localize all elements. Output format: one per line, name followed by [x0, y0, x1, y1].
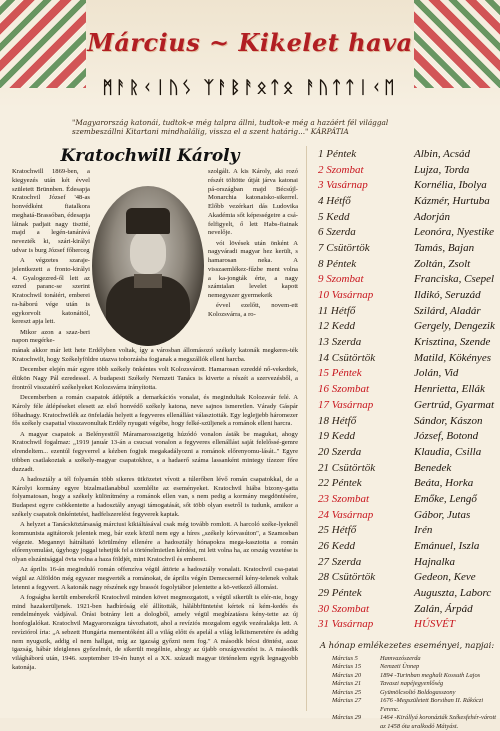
calendar-nameday: Henrietta, Ellák — [414, 383, 485, 396]
events-title: A hónap emlékezetes eseményei, napjai: — [319, 641, 495, 651]
article-paragraph: Az április 16-án meginduló román offenzíva végül áttörte a hadosztály vonalait. Kratochvil csa-patai végül az Alföldön még egyszer megverték a románokat, de április végén Demecsernél kény-telenek voltak letenni a fegyvert. A katonák nagy részének egy brassói fogolytábor jelentette a kö-vetkező állomást. — [12, 566, 298, 591]
event-row — [332, 680, 496, 688]
calendar-nameday: Klaudia, Csilla — [414, 445, 482, 458]
event-text: Nemzeti Ünnep — [380, 663, 420, 671]
calendar-row — [318, 381, 496, 397]
article-paragraph: Kratochwill 1869-ben, a kiegyezés után két évvel született Brünnben. Édesapja Kratochvil József '48-as honvédként fiatalkora meghatá-Brassóban, édesapja láinak padjait nagy tisztté, majd a legén-tanárává nevezték ki, szári-királyi udvar is burg József főherceg — [12, 168, 90, 254]
calendar-row — [318, 428, 496, 444]
calendar-nameday: Kornélia, Ibolya — [414, 179, 487, 192]
calendar-day: 19 Kedd — [318, 430, 355, 443]
article-right-column — [208, 168, 298, 321]
calendar-row — [318, 444, 496, 460]
article-left-column — [12, 168, 90, 347]
column-divider — [306, 146, 307, 711]
calendar-nameday: Irén — [414, 524, 433, 537]
calendar-row — [318, 475, 496, 491]
calendar-row — [318, 240, 496, 256]
calendar-row — [318, 491, 496, 507]
event-text: 1894 -Turinban meghalt Kossuth Lajos — [380, 671, 481, 679]
calendar-day: 27 Szerda — [318, 555, 362, 568]
article-body — [12, 168, 298, 674]
article-paragraph: December elején már egyre több székely önkéntes volt Kolozsvárott. Hamarosan ezreddé nő-vekedtek, élükön Nagy Pál ezredessel. A budapesti Székely Nemzeti Tanács is kiverte a részét a szervezésből, a frontról visszatérő székelyeket Kolozsvárra irányította. — [12, 366, 298, 391]
calendar-row — [318, 303, 496, 319]
event-date: Március 5 — [332, 655, 358, 662]
calendar-day: 7 Csütörtök — [318, 241, 370, 254]
article-title: Kratochwill Károly — [60, 146, 240, 166]
article-paragraph: A fogságba került emberekről Kratochvil minden követ megmozgatott, s végül sikerült is elér-nie, hogy mind hazakerüljenek. 1921-ben hadbíróság elé állították, hálábbfüntetést kértek rá kém-kedés és rendelmények vádjával. Örási botrány lett a dologból, amely végül megbízatásra kény-tette az új honfoglalókat. Kratochvil Magyarországra távozhatott, ahol a revíziós mozgalom egyik vezéralakja lett. A revíziórol írta: „A sebzett Hungária mementóként áll a világ előtt és apelál a világ lelkiismeretére és addig nem nyugszik, addig el nem hallgat, míg az igazság győzni nem fog." A második bécsi döntést, azaz igazság, hábár ideiglenes győzelmét, de sikerült megélnie, ahogy az újabb országvesztést is. A második világháború után, 1946. szeptember 19-én hunyt el a XX. századi magyar történelem egyik legnagyobb katonája. — [12, 593, 298, 672]
calendar-day: 12 Kedd — [318, 320, 355, 333]
calendar-day: 1 Péntek — [318, 147, 357, 160]
calendar-row — [318, 334, 496, 350]
calendar-row — [318, 287, 496, 303]
article-paragraph: mának akkor már lett hete Erdélyben voltak, így a városban állomásozó székely katonák megkeres-ték Kratochwilt, hogy Székelyföldre utazva toborzásba fogjanak a megszállók elleni harcba. — [12, 347, 298, 364]
calendar-nameday: HÚSVÉT — [414, 618, 455, 631]
calendar-row — [318, 554, 496, 570]
calendar-day: 15 Péntek — [318, 367, 362, 380]
calendar-row — [318, 224, 496, 240]
article-paragraph: A hadosztály a tél folyamán több sikeres ütközetet vívott a túlerőben lévő román csapatokkal, de a Károlyi kormány egyre bizalmatlanabbul szemlélte az eseményeket. Kratochvil hiába bizony-gatta folyamatosan, hogy a székely különítmény a románok ellen van, s nem pedig a kormány megdöntésére, Budapest egyre csökkentette a hadosztály anyagi támogatását, sőt több olyan esetről is tudunk, amikor a székely csapatok önkéntetést, hadfelszerelést fegyverek kaptak. — [12, 475, 298, 518]
calendar-row — [318, 460, 496, 476]
event-row — [332, 697, 496, 714]
calendar-row — [318, 350, 496, 366]
calendar-day: 6 Szerda — [318, 226, 356, 239]
event-date: Március 20 — [332, 671, 362, 679]
calendar-day: 8 Péntek — [318, 257, 357, 270]
calendar-day: 9 Szombat — [318, 273, 364, 286]
calendar-day: 11 Hétfő — [318, 304, 356, 317]
calendar-nameday: Zoltán, Zsolt — [414, 257, 471, 270]
calendar-nameday: Krisztina, Szende — [414, 336, 491, 349]
calendar-list — [318, 146, 496, 632]
calendar-day: 21 Csütörtök — [318, 461, 376, 474]
calendar-row — [318, 413, 496, 429]
calendar-row — [318, 397, 496, 413]
event-text: Hamvazószerda — [380, 655, 421, 662]
calendar-row — [318, 507, 496, 523]
calendar-nameday: Lujza, Torda — [414, 163, 470, 176]
event-date: Március 15 — [332, 663, 362, 671]
calendar-nameday: Gergely, Dengezik — [414, 320, 495, 333]
article-paragraph: évvel ezelőtt, novem-ett Kolozsvárra, a ro- — [208, 302, 298, 319]
calendar-nameday: Augusztа, Laborc — [414, 587, 492, 600]
calendar-nameday: Hajnalka — [414, 555, 455, 568]
calendar-row — [318, 162, 496, 178]
calendar-row — [318, 570, 496, 586]
article-paragraph: A helyzet a Tanácsköztársaság márciusi kikiáltásával csak még tovább romlott. A harcoló széke-lyeknél kommunista agitátorok jelentek meg, bár ezek közül nem egy a híres „székely kórvasúton", a Szamosban végezte. Megannyi hátráltató körülmény ellenére a hadosztály hónapokra mega-kasztotta a román előrenyomulást, úgyhogy joggal tehetjük fel a történelmietlen kérdést, mi lett volna ha, az ország vezetése is olyan elszántsággal övta volna a haza földjét, mint Kratochvil és emberei. — [12, 520, 299, 564]
rovas-title: ᛗᚨᚱᚲᛁᚢᛊ ᛉᚨᛒᚨᛟᛏᛟ ᚨᚢᛏᛏᛁᚲᛖ — [102, 78, 398, 98]
article-paragraph: A magyar csapatok a Belényesttől Máramarosszigetig húzódó vonalon ásták be magukat, ahogy Kratochwil fogalmaz: „1919 január 13-án a csucsai vonalon a fegyveres ellenállást saját felelőssé-gemre elrendeltem... ezentúl fegyverrel a kézben fogjuk megakadályozni a románok előrenyomu-lását.." Egyre többen csatlakoztak a székely-magyar csapatokhoz, s a hadaerő száma lassanként mintegy tízezer főre duzzadt. — [12, 430, 298, 473]
event-row — [332, 663, 496, 671]
calendar-row — [318, 177, 496, 193]
calendar-nameday: Gertrúd, Gyarmat — [414, 398, 495, 411]
calendar-row — [318, 366, 496, 382]
calendar-nameday: Gedeon, Keve — [414, 571, 476, 584]
calendar-nameday: Sándor, Kászon — [414, 414, 483, 427]
calendar-day: 13 Szerda — [318, 336, 362, 349]
calendar-row — [318, 272, 496, 288]
event-text: 1464 -Királlyá koronázták Székesfehér-várott az 1458 óta uralkodó Mátyást. — [380, 714, 497, 730]
calendar-nameday: Benedek — [414, 461, 452, 474]
calendar-day: 10 Vasárnap — [318, 289, 374, 302]
calendar-row — [318, 209, 496, 225]
article-paragraph: Mikor azon a szaz-beri napon megérke- — [12, 328, 90, 345]
calendar-nameday: Emánuel, Iszla — [414, 540, 480, 553]
article-paragraph: A végzetes szaraje-jelentkezett a fronto-királyi 4. Gyalogezred-ől lett az ezred paranc-se szerint Kratochwil tonáiért, emberei ra-háború vége után is egykorvolt katonáitól, kereszt apja lett. — [12, 257, 90, 326]
calendar-day: 28 Csütörtök — [318, 571, 376, 584]
calendar-day: 18 Hétfő — [318, 414, 357, 427]
event-date: Március 29 — [332, 714, 362, 722]
calendar-day: 30 Szombat — [318, 602, 370, 615]
calendar-day: 5 Kedd — [318, 210, 350, 223]
event-text: Gyümölcsoltó Boldogasszony — [380, 688, 456, 696]
event-date: Március 27 — [332, 697, 362, 705]
calendar-nameday: Emőke, Lengő — [414, 492, 477, 505]
calendar-day: 25 Hétfő — [318, 524, 357, 537]
calendar-nameday: Leonóra, Nyestike — [414, 226, 495, 239]
calendar-nameday: Matild, Kökényes — [414, 351, 491, 364]
event-date: Március 21 — [332, 680, 362, 688]
calendar-day: 24 Vasárnap — [318, 508, 374, 521]
calendar-nameday: József, Botond — [414, 430, 479, 443]
calendar-row — [318, 256, 496, 272]
calendar-row — [318, 617, 496, 633]
page-title: Március ~ Kikelet hava — [87, 28, 413, 57]
calendar-nameday: Ildikó, Seruzád — [414, 289, 481, 302]
calendar-row — [318, 523, 496, 539]
calendar-nameday: Tamás, Bajan — [414, 241, 475, 254]
article-paragraph: Decemberben a román csapatok átlépték a demarkációs vonalat, és megindultak Kolozsvár felé. A Károly féle átlépéseket elesett az első honvédő székely katona, neve sajnos ismeretlen. Várady Gáspár főhadnagy. Kratochwilék az önfeladás helyett a fegyveres ellenállást választották. Egy leglejjebb háromezer fős székely csapattal visszavonultak Erdély nyugati végébe, hogy felké-szüljenek a románok elleni harcra. — [12, 394, 298, 428]
calendar-day: 14 Csütörtök — [318, 351, 376, 364]
calendar-day: 26 Kedd — [318, 540, 355, 553]
calendar-row — [318, 319, 496, 335]
calendar-day: 31 Vasárnap — [318, 618, 374, 631]
calendar-day: 29 Péntek — [318, 587, 362, 600]
calendar-nameday: Adorján — [414, 210, 451, 223]
event-text: 1676 -Megszületett Borsiban II. Rákóczi Ferenc. — [380, 697, 484, 713]
calendar-row — [318, 193, 496, 209]
calendar-row — [318, 601, 496, 617]
article-paragraph: szolgált. A kis Károly, aki rozó részét töltötte útját járva katonai pá-országban majd Bécsújl-Monarchia katonaisko-sikerrel. Előbb vezérkari dás Ludovika Akadémia sőt képességeire a csá-felfigyelt, ő lett Habs-fiainak nevelője. — [208, 168, 298, 237]
calendar-nameday: Jolán, Vid — [414, 367, 459, 380]
calendar-day: 3 Vasárnap — [318, 179, 368, 192]
calendar-nameday: Albin, Acsád — [414, 147, 471, 160]
header — [0, 0, 500, 108]
quote: "Magyarország katonái, tudtok-e még talpra állni, tudtok-e még a hazáért fél világgal szembeszállni Kitartani mindhalálig, vissza el a szent határig..." KÁRPÁTIA — [72, 118, 389, 137]
event-text: Tavaszi napéjegyenlőség — [380, 680, 444, 688]
events-list — [332, 655, 496, 731]
event-row — [332, 714, 496, 731]
calendar-day: 4 Hétfő — [318, 194, 351, 207]
calendar-row — [318, 585, 496, 601]
calendar-row — [318, 538, 496, 554]
calendar-day: 20 Szerda — [318, 445, 362, 458]
article-paragraph: vói lövések után önként A nagyváradi magyar hez került, s hamarosan neka. A visszaemlékez-fűzbe ment volna a ka-jongták érte, a nagy számtalan levelet kapott nemegyszer gyermekeik — [208, 239, 298, 300]
calendar-nameday: Gábor, Jutas — [414, 508, 471, 521]
calendar-day: 22 Péntek — [318, 477, 362, 490]
calendar-nameday: Franciska, Csepel — [414, 273, 495, 286]
event-date: Március 25 — [332, 688, 362, 696]
calendar-nameday: Zalán, Árpád — [414, 602, 473, 615]
calendar-nameday: Beáta, Horka — [414, 477, 474, 490]
event-row — [332, 689, 496, 697]
calendar-day: 17 Vasárnap — [318, 398, 374, 411]
calendar-day: 23 Szombat — [318, 492, 370, 505]
calendar-row — [318, 146, 496, 162]
calendar-day: 16 Szombat — [318, 383, 370, 396]
calendar-day: 2 Szombat — [318, 163, 364, 176]
calendar-nameday: Szilárd, Aladár — [414, 304, 481, 317]
event-row — [332, 672, 496, 680]
calendar-nameday: Kázmér, Hurtuba — [414, 194, 490, 207]
